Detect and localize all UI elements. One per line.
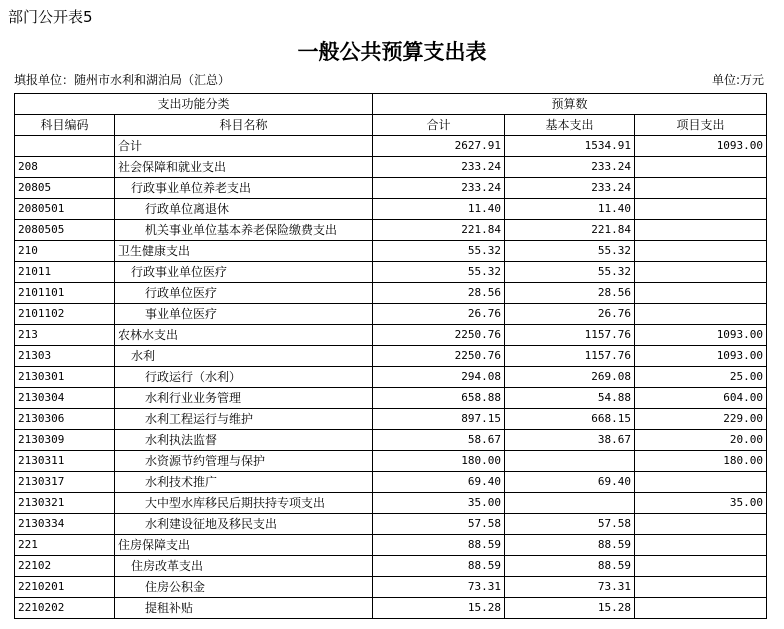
cell-name: 水利执法监督 [115, 430, 373, 451]
cell-code: 2130304 [15, 388, 115, 409]
cell-basic: 1534.91 [505, 136, 635, 157]
cell-name: 大中型水库移民后期扶持专项支出 [115, 493, 373, 514]
table-row [15, 409, 767, 430]
cell-basic [505, 493, 635, 514]
cell-total: 294.08 [373, 367, 505, 388]
cell-code: 2101101 [15, 283, 115, 304]
cell-project [635, 304, 767, 325]
cell-basic: 55.32 [505, 262, 635, 283]
cell-total: 26.76 [373, 304, 505, 325]
cell-project [635, 178, 767, 199]
table-row [15, 346, 767, 367]
cell-basic: 88.59 [505, 535, 635, 556]
cell-project [635, 598, 767, 619]
cell-total: 69.40 [373, 472, 505, 493]
cell-total: 35.00 [373, 493, 505, 514]
cell-code: 2130317 [15, 472, 115, 493]
cell-total: 57.58 [373, 514, 505, 535]
cell-total: 233.24 [373, 178, 505, 199]
cell-name: 提租补贴 [115, 598, 373, 619]
cell-total: 88.59 [373, 535, 505, 556]
header-total: 合计 [373, 115, 505, 136]
header-name: 科目名称 [115, 115, 373, 136]
cell-total: 28.56 [373, 283, 505, 304]
cell-total: 180.00 [373, 451, 505, 472]
table-row [15, 304, 767, 325]
cell-name: 水利 [115, 346, 373, 367]
cell-total: 58.67 [373, 430, 505, 451]
table-row [15, 556, 767, 577]
table-row [15, 577, 767, 598]
cell-code: 2130306 [15, 409, 115, 430]
cell-project [635, 157, 767, 178]
cell-code: 208 [15, 157, 115, 178]
table-row [15, 136, 767, 157]
cell-total: 55.32 [373, 262, 505, 283]
cell-basic: 269.08 [505, 367, 635, 388]
cell-code: 2080505 [15, 220, 115, 241]
cell-name: 水利工程运行与维护 [115, 409, 373, 430]
document-label: 部门公开表5 [8, 8, 93, 26]
cell-basic: 233.24 [505, 178, 635, 199]
cell-code: 213 [15, 325, 115, 346]
table-row [15, 367, 767, 388]
cell-code: 2130301 [15, 367, 115, 388]
page-title: 一般公共预算支出表 [297, 39, 487, 64]
table-row [15, 430, 767, 451]
cell-basic: 26.76 [505, 304, 635, 325]
cell-project: 20.00 [635, 430, 767, 451]
cell-basic: 15.28 [505, 598, 635, 619]
cell-project: 1093.00 [635, 346, 767, 367]
cell-name: 住房保障支出 [115, 535, 373, 556]
currency-unit: 单位:万元 [711, 73, 764, 87]
header-basic: 基本支出 [505, 115, 635, 136]
table-row [15, 535, 767, 556]
cell-name: 行政运行（水利） [115, 367, 373, 388]
cell-code: 21303 [15, 346, 115, 367]
cell-basic: 1157.76 [505, 346, 635, 367]
header-code: 科目编码 [15, 115, 115, 136]
cell-name: 水利行业业务管理 [115, 388, 373, 409]
cell-total: 88.59 [373, 556, 505, 577]
cell-project: 180.00 [635, 451, 767, 472]
cell-project [635, 283, 767, 304]
cell-basic [505, 451, 635, 472]
cell-project [635, 199, 767, 220]
cell-basic: 668.15 [505, 409, 635, 430]
budget-table [14, 93, 767, 619]
cell-name: 住房公积金 [115, 577, 373, 598]
cell-name: 行政单位离退休 [115, 199, 373, 220]
cell-total: 897.15 [373, 409, 505, 430]
table-row [15, 451, 767, 472]
header-project: 项目支出 [635, 115, 767, 136]
cell-code: 2080501 [15, 199, 115, 220]
cell-project [635, 556, 767, 577]
cell-name: 行政单位医疗 [115, 283, 373, 304]
table-row [15, 241, 767, 262]
cell-name: 住房改革支出 [115, 556, 373, 577]
cell-name: 机关事业单位基本养老保险缴费支出 [115, 220, 373, 241]
cell-name: 行政事业单位医疗 [115, 262, 373, 283]
cell-name: 合计 [115, 136, 373, 157]
table-row [15, 262, 767, 283]
cell-project: 35.00 [635, 493, 767, 514]
cell-total: 2250.76 [373, 346, 505, 367]
cell-total: 233.24 [373, 157, 505, 178]
table-row [15, 598, 767, 619]
table-row [15, 220, 767, 241]
cell-total: 2627.91 [373, 136, 505, 157]
cell-code: 21011 [15, 262, 115, 283]
cell-code: 221 [15, 535, 115, 556]
table-row [15, 199, 767, 220]
cell-code [15, 136, 115, 157]
cell-name: 农林水支出 [115, 325, 373, 346]
cell-project [635, 262, 767, 283]
header-budget-amount: 预算数 [373, 94, 767, 115]
cell-total: 15.28 [373, 598, 505, 619]
table-row [15, 472, 767, 493]
cell-total: 221.84 [373, 220, 505, 241]
cell-project [635, 241, 767, 262]
cell-basic: 1157.76 [505, 325, 635, 346]
table-row [15, 283, 767, 304]
cell-basic: 221.84 [505, 220, 635, 241]
cell-total: 11.40 [373, 199, 505, 220]
cell-code: 2210202 [15, 598, 115, 619]
cell-code: 2130321 [15, 493, 115, 514]
cell-total: 658.88 [373, 388, 505, 409]
cell-project [635, 577, 767, 598]
cell-project [635, 535, 767, 556]
cell-name: 行政事业单位养老支出 [115, 178, 373, 199]
cell-project: 604.00 [635, 388, 767, 409]
table-body [15, 136, 767, 619]
cell-total: 73.31 [373, 577, 505, 598]
cell-code: 2130309 [15, 430, 115, 451]
cell-code: 2210201 [15, 577, 115, 598]
cell-basic: 73.31 [505, 577, 635, 598]
cell-project: 1093.00 [635, 136, 767, 157]
cell-code: 2101102 [15, 304, 115, 325]
cell-name: 水资源节约管理与保护 [115, 451, 373, 472]
cell-project: 25.00 [635, 367, 767, 388]
cell-code: 20805 [15, 178, 115, 199]
cell-basic: 233.24 [505, 157, 635, 178]
cell-basic: 38.67 [505, 430, 635, 451]
cell-name: 水利建设征地及移民支出 [115, 514, 373, 535]
cell-basic: 54.88 [505, 388, 635, 409]
cell-name: 水利技术推广 [115, 472, 373, 493]
reporting-unit: 填报单位：随州市水利和湖泊局（汇总） [14, 73, 231, 87]
cell-basic: 69.40 [505, 472, 635, 493]
cell-code: 2130334 [15, 514, 115, 535]
cell-project [635, 472, 767, 493]
table-row [15, 178, 767, 199]
cell-name: 社会保障和就业支出 [115, 157, 373, 178]
cell-total: 55.32 [373, 241, 505, 262]
cell-project: 229.00 [635, 409, 767, 430]
cell-project [635, 514, 767, 535]
table-row [15, 493, 767, 514]
cell-project: 1093.00 [635, 325, 767, 346]
cell-name: 事业单位医疗 [115, 304, 373, 325]
cell-basic: 57.58 [505, 514, 635, 535]
table-row [15, 325, 767, 346]
cell-code: 2130311 [15, 451, 115, 472]
cell-basic: 28.56 [505, 283, 635, 304]
cell-name: 卫生健康支出 [115, 241, 373, 262]
table-row [15, 157, 767, 178]
cell-basic: 11.40 [505, 199, 635, 220]
table-row [15, 388, 767, 409]
cell-project [635, 220, 767, 241]
cell-code: 210 [15, 241, 115, 262]
cell-basic: 88.59 [505, 556, 635, 577]
cell-basic: 55.32 [505, 241, 635, 262]
cell-total: 2250.76 [373, 325, 505, 346]
table-row [15, 514, 767, 535]
header-function-class: 支出功能分类 [15, 94, 373, 115]
cell-code: 22102 [15, 556, 115, 577]
